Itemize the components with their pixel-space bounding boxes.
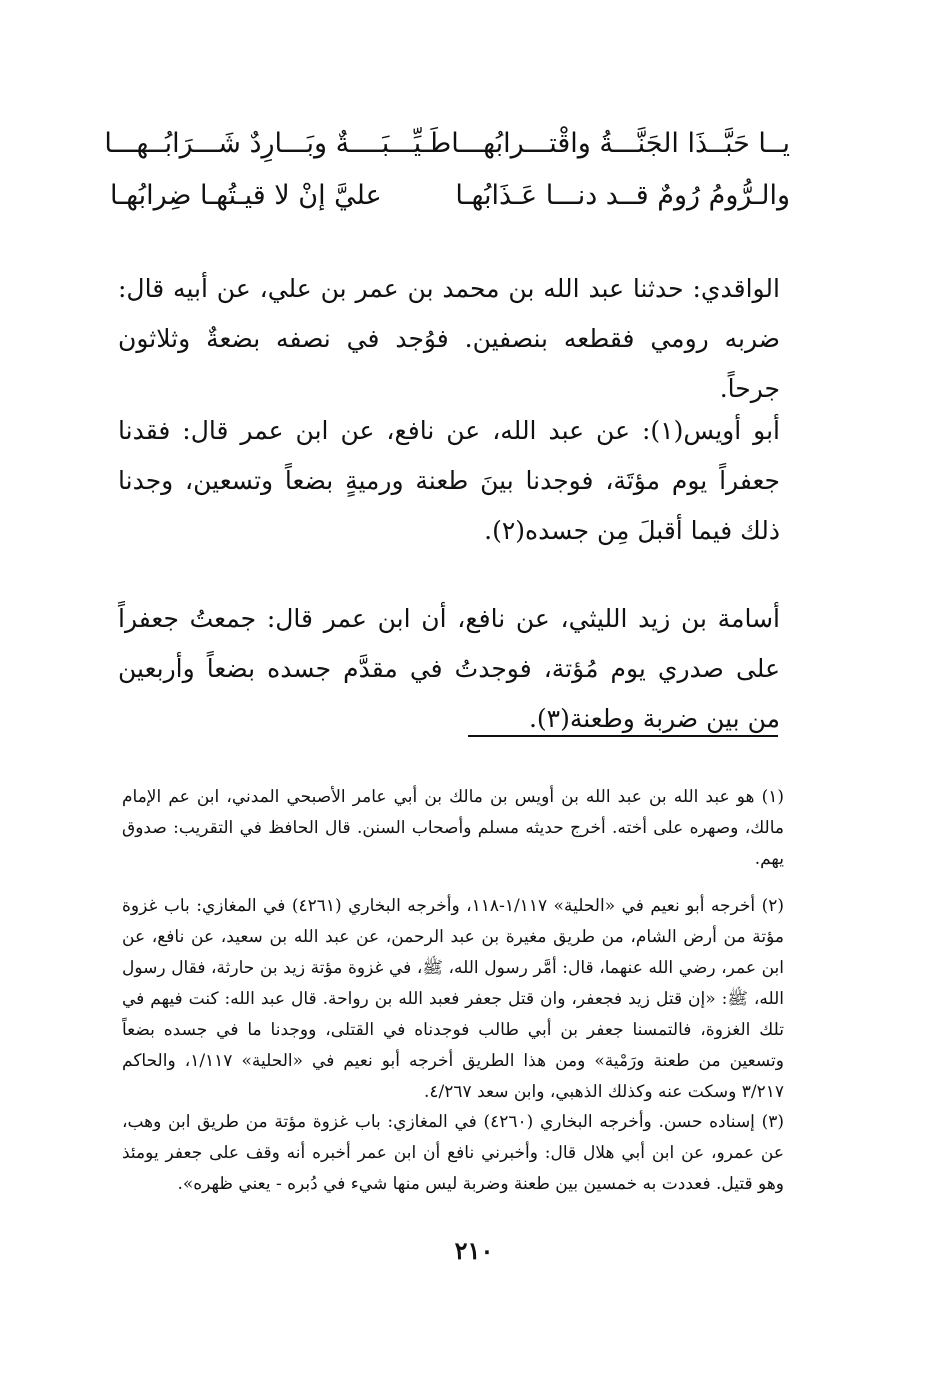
poem-hemistich-first: والـرُّومُ رُومٌ قــد دنـــا عَـذَابُهـا — [455, 180, 790, 211]
footnote-3: (٣) إسناده حسن. وأخرجه البخاري (٤٢٦٠) في المغازي: باب غزوة مؤتة من طريق ابن وهب، عن عمرو، عن ابن أبي هلال قال: وأخبرني نافع أن ابن عمر أخبره أنه وقف على جعفر يومئذ وهو قتيل. فعددت به خمسين بين طعنة وضربة ليس منها شيء في دُبره - يعني ظهره». — [122, 1112, 785, 1194]
poem-verse — [104, 118, 790, 170]
footnote-1: (١) هو عبد الله بن عبد الله بن أويس بن مالك بن أبي عامر الأصبحي المدني، ابن عم الإمام مالك، وصهره على أخته. أخرج حديثه مسلم وأصحاب السنن. قال الحافظ في التقريب: صدوق يهم. — [122, 787, 784, 869]
paragraph-waqidi: الواقدي: حدثنا عبد الله بن محمد بن عمر بن علي، عن أبيه قال: ضربه رومي فقطعه بنصفين. فوُجد في نصفه بضعةٌ وثلاثون جرحاً. — [118, 274, 780, 403]
paragraph-abu-uways: أبو أويس(١): عن عبد الله، عن نافع، عن ابن عمر قال: فقدنا جعفراً يوم مؤتَة، فوجدنا بينَ طعنة ورميةٍ بضعاً وتسعين، وجدنا ذلك فيما أقبلَ مِن جسده(٢). — [118, 416, 780, 545]
poem-hemistich-second: طَـيِّـــبَــــةٌ وبَـــارِدٌ شَـــرَابُــهـــا — [104, 128, 452, 159]
paragraph-usama: أسامة بن زيد الليثي، عن نافع، أن ابن عمر قال: جمعتُ جعفراً على صدري يوم مُؤتة، فوجدتُ في مقدَّم جسده بضعاً وأربعين من بين ضربة وطعنة(٣). — [118, 604, 780, 733]
footnote-2: (٢) أخرجه أبو نعيم في «الحلية» ١/١١٧-١١٨، وأخرجه البخاري (٤٢٦١) في المغازي: باب غزوة مؤتة من أرض الشام، من طريق مغيرة بن عبد الرحمن، عن عبد الله بن سعيد، عن نافع، عن ابن عمر، رضي الله عنهما، قال: أمَّر رسول الله، ﷺ، في غزوة مؤتة زيد بن حارثة، فقال رسول الله، ﷺ: «إن قتل زيد فجعفر، وان قتل جعفر فعبد الله بن رواحة. قال عبد الله: كنت فيهم في تلك الغزوة، فالتمسنا جعفر بن أبي طالب فوجدناه في القتلى، ووجدنا ما في جسده بضعاً وتسعين من طعنة ورَمْية» ومن هذا الطريق أخرجه أبو نعيم في «الحلية» ١/١١٧، والحاكم ٣/٢١٧ وسكت عنه وكذلك الذهبي، وابن سعد ٤/٢٦٧. — [122, 896, 785, 1102]
poem-hemistich-first: يــا حَبَّــذَا الجَنَّـــةُ واقْتـــرابُهـــا — [451, 128, 790, 159]
poem-verse — [110, 170, 790, 222]
page-number: ٢١٠ — [454, 1236, 494, 1265]
footnote-separator — [468, 735, 778, 737]
poem — [104, 118, 790, 222]
poem-hemistich-second: عليَّ إنْ لا قيـتُهـا ضِرابُهـا — [110, 180, 382, 211]
